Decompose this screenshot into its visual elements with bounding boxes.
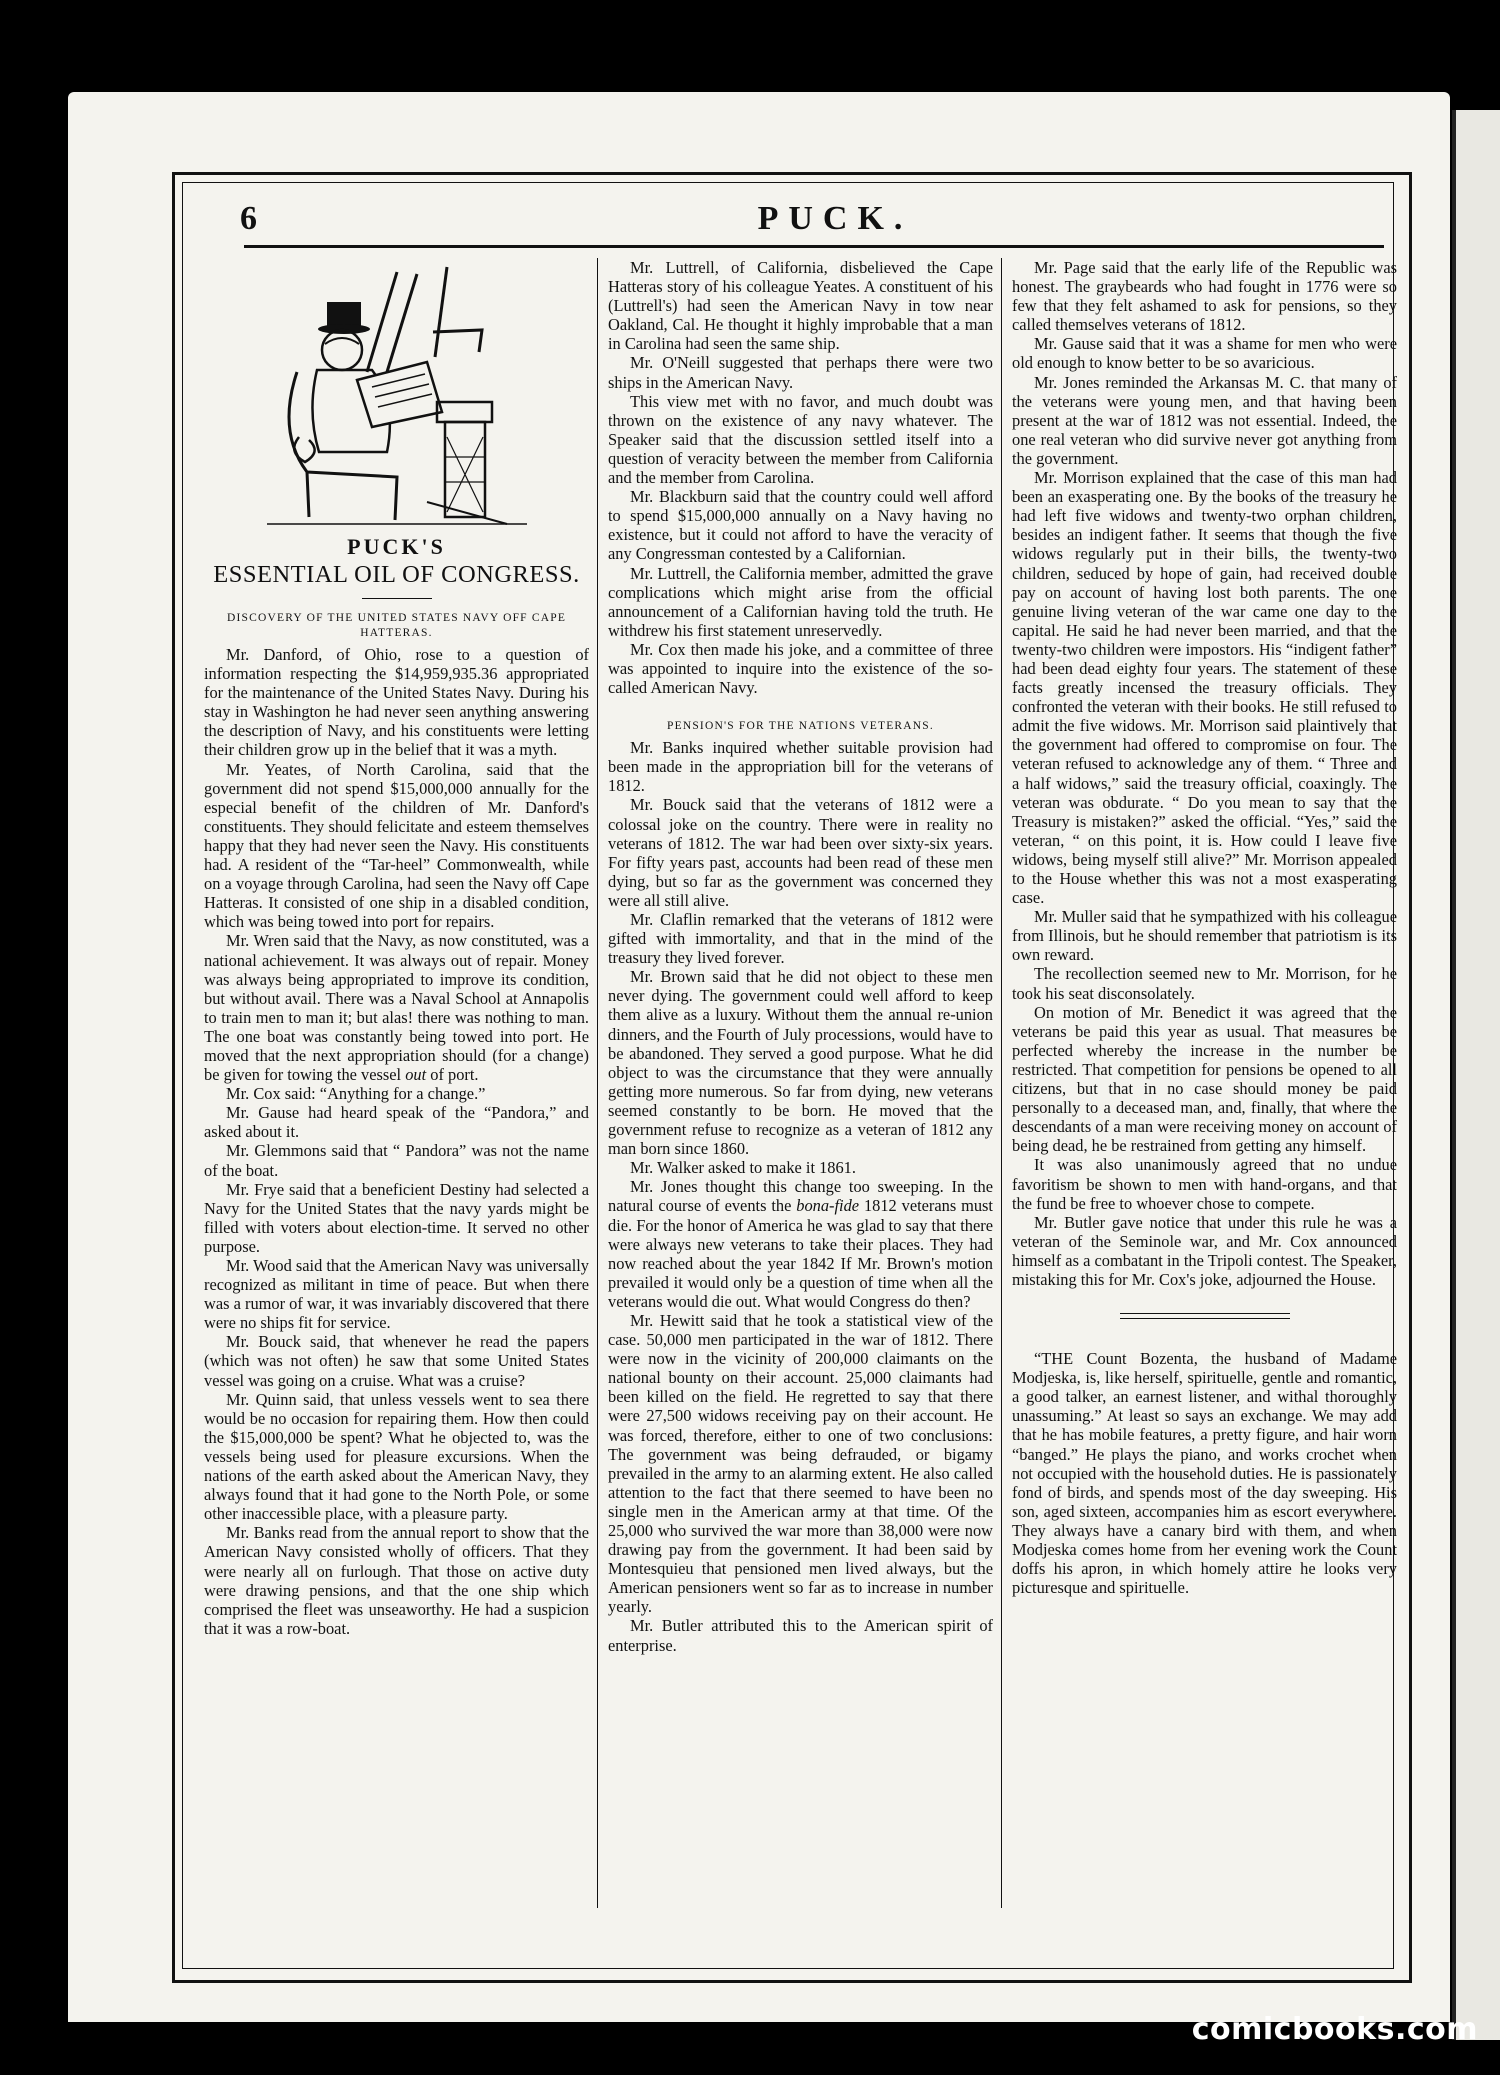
paragraph: This view met with no favor, and much doubt was thrown on the existence of any navy whatever. The Speaker said that the discussion settled itself into a question of veracity between the member from California and the member from Carolina.: [608, 391, 993, 488]
paragraph: Mr. Butler gave notice that under this rule he was a veteran of the Seminole war, and Mr. Cox announced himself as a combatant in the Tripoli contest. The Speaker, mistaking this for Mr. Cox's joke, adjourned the House.: [1012, 1212, 1397, 1289]
article-title: ESSENTIAL OIL OF CONGRESS.: [213, 561, 580, 588]
paragraph: Mr. Frye said that a beneficient Destiny had selected a Navy for the United States that the navy yards might be filled with voters about election-time. It served no other purpose.: [204, 1179, 589, 1256]
column-divider-2: [1001, 258, 1002, 1908]
puck-reading-illustration: [247, 262, 547, 532]
paragraph: Mr. O'Neill suggested that perhaps there were two ships in the American Navy.: [608, 353, 993, 392]
paragraph: Mr. Glemmons said that “ Pandora” was not the name of the boat.: [204, 1141, 589, 1180]
watermark-text: comicbooks.com: [1191, 2012, 1478, 2047]
paragraph: Mr. Morrison explained that the case of this man had been an exasperating one. By the books of the treasury he had left five widows and twenty-two orphan children, besides an indigent father. It seems that though the five widows regularly put in their bills, the twenty-two children, seduced by hope of gain, had received double pay on account of having lost both parents. The one genuine living veteran of the war came one day to the capital. He said he had never been married, and that the twenty-two children were impostors. His “indigent father” had been dead eighty four years. The statement of these facts greatly incensed the treasury officials. They confronted the veteran with their books. He still refused to admit the five widows. Mr. Morrison said plaintively that the government had offered to compromise on four. The veteran refused to acknowledge any of them. “ Three and a half widows,” said the treasury official, coaxingly. The veteran was obdurate. “ Do you mean to say that the Treasury is mistaken?” asked the official. “Yes,” said the veteran, “ on this point, it is. How could I leave five widows, being myself still alive?” Mr. Morrison appealed to the House whether this was not a most exasperating case.: [1012, 468, 1397, 908]
paragraph: The recollection seemed new to Mr. Morrison, for he took his seat disconsolately.: [1012, 964, 1397, 1003]
paragraph: Mr. Danford, of Ohio, rose to a question of information respecting the $14,959,935.36 appropriated for the maintenance of the United States Navy. During his stay in Washington he had never seen anything answering the description of Navy, and his constituents were letting their children grow up in the belief that it was a myth.: [204, 645, 589, 760]
paragraph: Mr. Brown said that he did not object to these men never dying. The government could well afford to keep them alive as a luxury. Without them the annual re-union dinners, and the Fourth of July processions, would have to be abandoned. They served a good purpose. What he did object to was the circumstance that they were annually getting more numerous. So far from dying, new veterans seemed constantly to be born. He moved that the government refuse to recognize as a veteran of 1812 any man born since 1860.: [608, 967, 993, 1159]
emphasis-text: out: [405, 1065, 427, 1085]
paragraph: [204, 931, 589, 1084]
title-rule: [362, 598, 432, 599]
paragraph: It was also unanimously agreed that no undue favoritism be shown to men with hand-organs, and that the fund be free to whoever chose to compete.: [1012, 1155, 1397, 1213]
paragraph: [608, 1177, 993, 1311]
paragraph: Mr. Bouck said, that whenever he read the papers (which was not often) he saw that some United States vessel was going on a cruise. What was a cruise?: [204, 1332, 589, 1390]
paragraph: Mr. Yeates, of North Carolina, said that the government did not spend $15,000,000 annually for the especial benefit of the children of Mr. Danford's constituents. They should felicitate and esteem themselves happy that they had never seen the Navy. His constituents had. A resident of the “Tar-heel” Commonwealth, while on a voyage through Carolina, had seen the Navy off Cape Hatteras. It consisted of one ship in a disabled condition, which was being towed into port for repairs.: [204, 759, 589, 932]
title-brand: PUCK'S: [347, 534, 446, 559]
column-3: [1012, 258, 1397, 1597]
paragraph: Mr. Walker asked to make it 1861.: [630, 1158, 856, 1178]
paragraph: Mr. Blackburn said that the country could well afford to spend $15,000,000 annually on a Navy having no existence, but it could not afford to have the veracity of any Congressman contested by a Californian.: [608, 487, 993, 564]
bozenta-paragraph: “THE Count Bozenta, the husband of Madame Modjeska, is, like herself, spirituelle, gentle and romantic, a good talker, an earnest listener, and withal thoroughly unassuming.” At least so says an exchange. We may add that he has mobile features, a pretty figure, and hair worn “banged.” He plays the piano, and works crochet when not occupied with the household duties. He is passionately fond of birds, and spends most of the day sweeping. His son, aged sixteen, accompanies him as escort everywhere. They always have a canary bird with them, and when Modjeska comes home from her evening work the Count doffs his apron, in which homely attire he looks very picturesque and spirituelle.: [1012, 1349, 1397, 1598]
paragraph: Mr. Cox then made his joke, and a committee of three was appointed to inquire into the existence of the so-called American Navy.: [608, 639, 993, 698]
paragraph: Mr. Muller said that he sympathized with his colleague from Illinois, but he should remember that patriotism is its own reward.: [1012, 907, 1397, 965]
paragraph: Mr. Butler attributed this to the American spirit of enterprise.: [608, 1616, 993, 1655]
paragraph: Mr. Bouck said that the veterans of 1812 were a colossal joke on the country. There were in reality no veterans of 1812. The war had been over sixty-six years. For fifty years past, accounts had been read of these men dying, but so far as the government was concerned they were all still alive.: [608, 795, 993, 910]
paragraph-text: Mr. Jones thought this change too sweeping. In the natural course of events the: [608, 1177, 993, 1216]
paragraph: Mr. Jones reminded the Arkansas M. C. that many of the veterans were young men, and that having been present at the war of 1812 was not essential. Indeed, the one real veteran who did survive never got anything from the government.: [1012, 372, 1397, 468]
column-divider-1: [597, 258, 598, 1908]
navy-section-heading: DISCOVERY OF THE UNITED STATES NAVY OFF CAPE HATTERAS.: [226, 612, 567, 639]
paragraph: Mr. Quinn said, that unless vessels went to sea there would be no occasion for repairing them. How then could the $15,000,000 be spent? What he objected to, was the vessels being used for pleasure excursions. When the nations of the earth asked about the American Navy, they always found that it had gone to the North Pole, or some other inaccessible place, with a pleasure party.: [204, 1389, 589, 1524]
next-page-edge: [1452, 110, 1500, 2040]
paragraph-text: 1812 veterans must die. For the honor of America he was glad to say that there were always new veterans to take their places. They had now reached about the year 1842 If Mr. Brown's motion prevailed it would only be a question of time when all the veterans would die out. What would Congress do then?: [608, 1196, 993, 1311]
paragraph-text: Mr. Wren said that the Navy, as now constituted, was a national achievement. It was always out of repair. Money was always being appropriated to improve its condition, but without avail. There was a Naval School at Annapolis to train men to man it; but alas! there was nothing to man. The one boat was constantly being towed into port. He moved that the next appropriation should (for a change) be given for towing the vessel: [204, 931, 589, 1085]
page-number: 6: [240, 200, 258, 237]
paragraph: Mr. Banks inquired whether suitable provision had been made in the appropriation bill for the veterans of 1812.: [608, 738, 993, 796]
paragraph: Mr. Wood said that the American Navy was universally recognized as militant in time of peace. But when there was a rumor of war, it was invariably discovered that there were no ships fit for service.: [204, 1256, 589, 1333]
paragraph-text: of port.: [430, 1065, 479, 1085]
paragraph: Mr. Page said that the early life of the Republic was honest. The graybeards who had fought in 1776 were so few that they felt ashamed to ask for pensions, so they called themselves veterans of 1812.: [1012, 258, 1397, 335]
paragraph: Mr. Gause had heard speak of the “Pandora,” and asked about it.: [204, 1103, 589, 1142]
paragraph: Mr. Cox said: “Anything for a change.”: [226, 1084, 486, 1104]
paragraph: Mr. Luttrell, the California member, admitted the grave complications which might arise from the official announcement of a Californian having told the truth. He withdrew his first statement unreservedly.: [608, 563, 993, 640]
section-separator: [1120, 1313, 1290, 1319]
header-rule: [244, 245, 1384, 248]
paragraph: Mr. Hewitt said that he took a statistical view of the case. 50,000 men participated in the war of 1812. There were now in the vicinity of 200,000 claimants on the national bounty on their account. 25,000 claimants had been killed on the field. He regretted to say that there were 27,500 widows receiving pay on their account. He was forced, therefore, either to one of two conclusions: The government was being defrauded, or bigamy prevailed in the army to an alarming extent. He also called attention to the fact that there seemed to have been no single men in the American army at that time. Of the 25,000 who survived the war more than 38,000 were now drawing pay from the government. It had been said by Montesquieu that pensioned men lived always, but the American pensioners went so far as to increase in number yearly.: [608, 1310, 993, 1617]
column-2: [608, 258, 993, 1655]
pensions-section-heading: PENSION'S FOR THE NATIONS VETERANS.: [667, 720, 934, 733]
masthead-title: PUCK.: [757, 200, 913, 237]
paragraph: Mr. Gause said that it was a shame for men who were old enough to know better to be so avaricious.: [1012, 334, 1397, 373]
paragraph: Mr. Luttrell, of California, disbelieved the Cape Hatteras story of his colleague Yeates. A constituent of his (Luttrell's) had seen the American Navy in tow near Oakland, Cal. He thought it highly improbable that a man in Carolina had seen the same ship.: [608, 258, 993, 354]
paragraph: Mr. Banks read from the annual report to show that the American Navy consisted wholly of officers. That they were nearly all on furlough. That those on active duty were drawing pensions, and that the one ship which comprised the fleet was unseaworthy. He had a suspicion that it was a row-boat.: [204, 1523, 589, 1638]
paragraph: On motion of Mr. Benedict it was agreed that the veterans be paid this year as usual. That measures be perfected whereby the increase in the number be restricted. That competition for pensions be opened to all citizens, but that in no case should money be paid personally to a deceased man, and, finally, that where the descendants of a man were receiving money on account of being dead, he be restrained from getting any himself.: [1012, 1002, 1397, 1156]
emphasis-text: bona-fide: [796, 1196, 860, 1216]
paragraph: Mr. Claflin remarked that the veterans of 1812 were gifted with immortality, and that in the mind of the treasury they lived forever.: [608, 910, 993, 968]
column-1: [204, 258, 589, 1638]
